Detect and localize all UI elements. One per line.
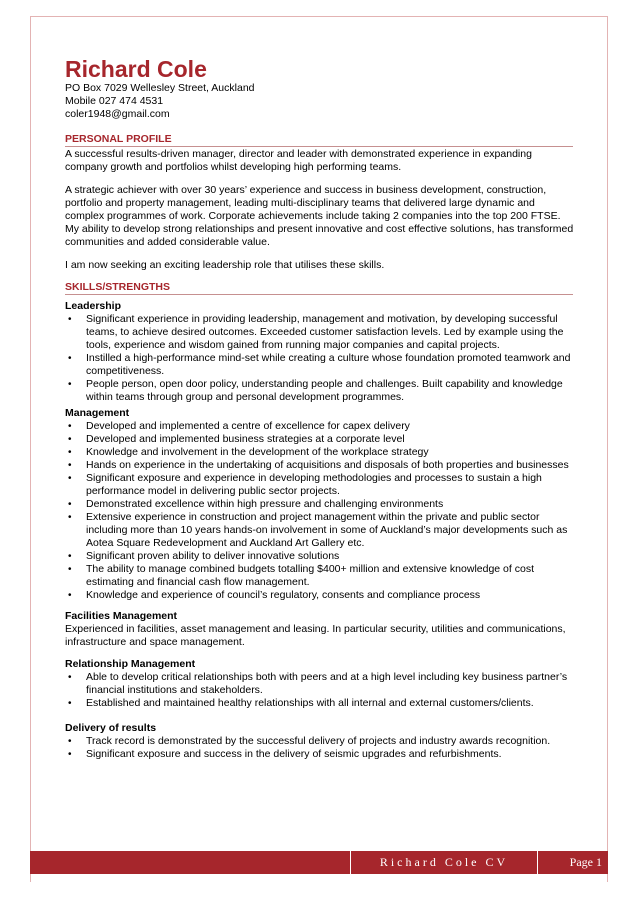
profile-paragraph: A strategic achiever with over 30 years’ experience and success in business development, construction, portfolio and property management, leading multi-disciplinary teams that delivered large dynamic and complex programmes of work. Corporate achievements include taking 2 companies into the top 200 FTSE. My ability to develop strong relationships and present innovative and cost effective solutions, has transformed communities and added considerable value. bbox=[65, 184, 574, 248]
list-item: • The ability to manage combined budgets totalling $400+ million and extensive knowledge of cost estimating and financial cash flow management. bbox=[65, 563, 575, 589]
section-heading-skills: SKILLS/STRENGTHS bbox=[65, 281, 573, 295]
list-item: • Knowledge and involvement in the development of the workplace strategy bbox=[65, 446, 575, 459]
candidate-name: Richard Cole bbox=[65, 56, 207, 82]
list-item: • Developed and implemented a centre of excellence for capex delivery bbox=[65, 420, 575, 433]
subheading-facilities: Facilities Management bbox=[65, 610, 178, 622]
list-item: • Track record is demonstrated by the successful delivery of projects and industry awards recognition. bbox=[65, 735, 575, 748]
subheading-delivery: Delivery of results bbox=[65, 722, 157, 734]
list-item: • Established and maintained healthy relationships with all internal and external customers/clients. bbox=[65, 697, 575, 710]
list-item: • Significant proven ability to deliver innovative solutions bbox=[65, 550, 575, 563]
relationship-list bbox=[65, 671, 575, 710]
list-item: • Developed and implemented business strategies at a corporate level bbox=[65, 433, 575, 446]
subheading-management: Management bbox=[65, 407, 130, 419]
list-item: • Able to develop critical relationships both with peers and at a high level including key business partner’s financial institutions and stakeholders. bbox=[65, 671, 575, 697]
list-item: • Extensive experience in construction and project management within the private and public sector including more than 10 years hands-on involvement in some of Auckland’s major developments such as Aotea Square Redevelopment and Auckland Art Gallery etc. bbox=[65, 511, 575, 550]
cv-body bbox=[65, 56, 575, 761]
list-item: • People person, open door policy, understanding people and challenges. Built capability and knowledge within teams through group and personal development programmes. bbox=[65, 378, 575, 404]
list-item: • Significant exposure and experience in developing methodologies and processes to sustain a high performance model in delivering public sector projects. bbox=[65, 472, 575, 498]
profile-paragraph: A successful results-driven manager, director and leader with demonstrated experience in expanding company growth and portfolios whilst developing high performing teams. bbox=[65, 148, 532, 173]
footer-cv-label: Richard Cole CV bbox=[350, 851, 538, 874]
delivery-list bbox=[65, 735, 575, 761]
list-item: • Demonstrated excellence within high pressure and challenging environments bbox=[65, 498, 575, 511]
facilities-text: Experienced in facilities, asset management and leasing. In particular security, utilities and communications, infrastructure and space management. bbox=[65, 623, 566, 648]
list-item: • Instilled a high-performance mind-set while creating a culture whose foundation promoted teamwork and competitiveness. bbox=[65, 352, 575, 378]
subheading-relationship: Relationship Management bbox=[65, 658, 196, 670]
list-item: • Hands on experience in the undertaking of acquisitions and disposals of both properties and businesses bbox=[65, 459, 575, 472]
page-footer bbox=[30, 851, 608, 874]
management-list bbox=[65, 420, 575, 602]
address: PO Box 7029 Wellesley Street, Auckland bbox=[65, 82, 255, 94]
subheading-leadership: Leadership bbox=[65, 300, 122, 312]
profile-paragraph: I am now seeking an exciting leadership role that utilises these skills. bbox=[65, 259, 385, 271]
list-item: • Significant experience in providing leadership, management and motivation, by developing successful teams, to achieve desired outcomes. Exceeded customer satisfaction levels. Led by example using the tools, experience and wisdom gained from running major companies and capital projects. bbox=[65, 313, 575, 352]
leadership-list bbox=[65, 313, 575, 404]
list-item: • Knowledge and experience of council’s regulatory, consents and compliance process bbox=[65, 589, 575, 602]
list-item: • Significant exposure and success in the delivery of seismic upgrades and refurbishments. bbox=[65, 748, 575, 761]
email-address: coler1948@gmail.com bbox=[65, 108, 170, 120]
section-heading-profile: PERSONAL PROFILE bbox=[65, 133, 573, 147]
mobile-number: Mobile 027 474 4531 bbox=[65, 95, 164, 107]
footer-page-number: Page 1 bbox=[569, 855, 602, 869]
